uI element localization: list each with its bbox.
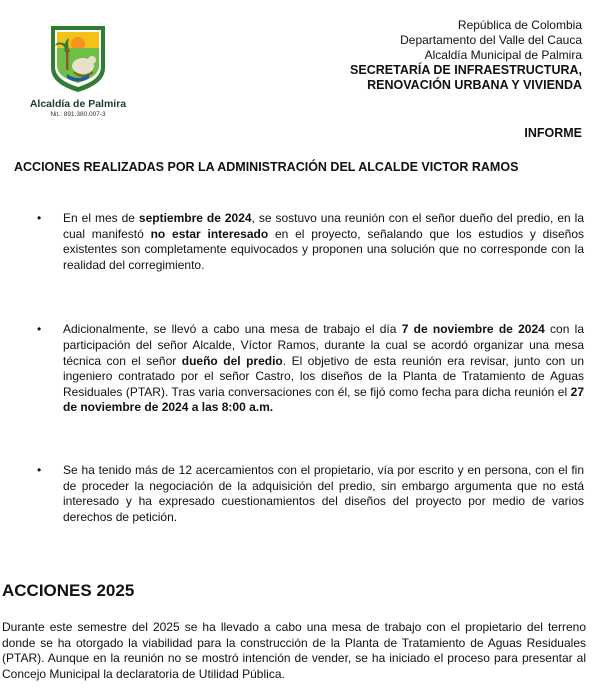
list-item: • Adicionalmente, se llevó a cabo una mesa de trabajo el día 7 de noviembre de 2024 con la participación del señor Alcalde, Víctor Ramos, durante la cual se acordó organizar una mesa técnica con el señor dueño del predio. El objetivo de esta reunión era revisar, junto con un ingeniero contratado por el señor Castro, los diseños de la Planta de Tratamiento de Aguas Residuales (PTAR). Tras varia conversaciones con él, se fijó como fecha para dicha reunión el 27 de noviembre de 2024 a las 8:00 a.m. (37, 322, 584, 415)
letterhead (350, 18, 582, 93)
bullet-icon: • (37, 462, 42, 477)
document-type-label: INFORME (524, 126, 582, 140)
logo-name: Alcaldía de Palmira (29, 98, 127, 110)
letterhead-country: República de Colombia (457, 18, 582, 32)
bullet-icon: • (37, 322, 42, 337)
bullet-icon: • (37, 211, 42, 225)
letterhead-secretariat-2: RENOVACIÓN URBANA Y VIVIENDA (367, 78, 582, 92)
letterhead-municipality: Alcaldía Municipal de Palmira (424, 48, 582, 62)
list-item: • Se ha tenido más de 12 acercamientos con el propietario, vía por escrito y en persona, con el fin de proceder la negociación de la adquisición del predio, sin embargo argumenta que no está interesado y ha expresado cuestionamientos del diseños del proyecto por medio de varios derechos de petición. (37, 462, 584, 524)
logo-nit: Nit.: 891.380.007-3 (50, 111, 106, 118)
letterhead-department: Departamento del Valle del Cauca (400, 33, 582, 47)
list-item: • En el mes de septiembre de 2024, se sostuvo una reunión con el señor dueño del predio, en la cual manifestó no estar interesado en el proyecto, señalando que los estudios y diseños existentes son completamente equivocados y proponen una solución que no corresponde con la realidad del corregimiento. (37, 211, 585, 272)
municipal-logo (26, 22, 130, 118)
actions-list (0, 211, 600, 525)
letterhead-secretariat-1: SECRETARÍA DE INFRAESTRUCTURA, (350, 63, 582, 77)
section-title: ACCIONES REALIZADAS POR LA ADMINISTRACIÓN DEL ALCALDE VICTOR RAMOS (14, 160, 519, 174)
palmira-seal-icon (43, 22, 113, 94)
acciones-2025-paragraph: Durante este semestre del 2025 se ha llevado a cabo una mesa de trabajo con el propietario del terreno donde se ha otorgado la viabilidad para la construcción de la Planta de Tratamiento de Aguas Residuales (PTAR). Aunque en la reunión no se mostró intención de vender, se ha iniciado el proceso para presentar al Concejo Municipal la declaratoria de Utilidad Pública. (2, 620, 586, 681)
acciones-2025-heading: ACCIONES 2025 (2, 581, 135, 600)
